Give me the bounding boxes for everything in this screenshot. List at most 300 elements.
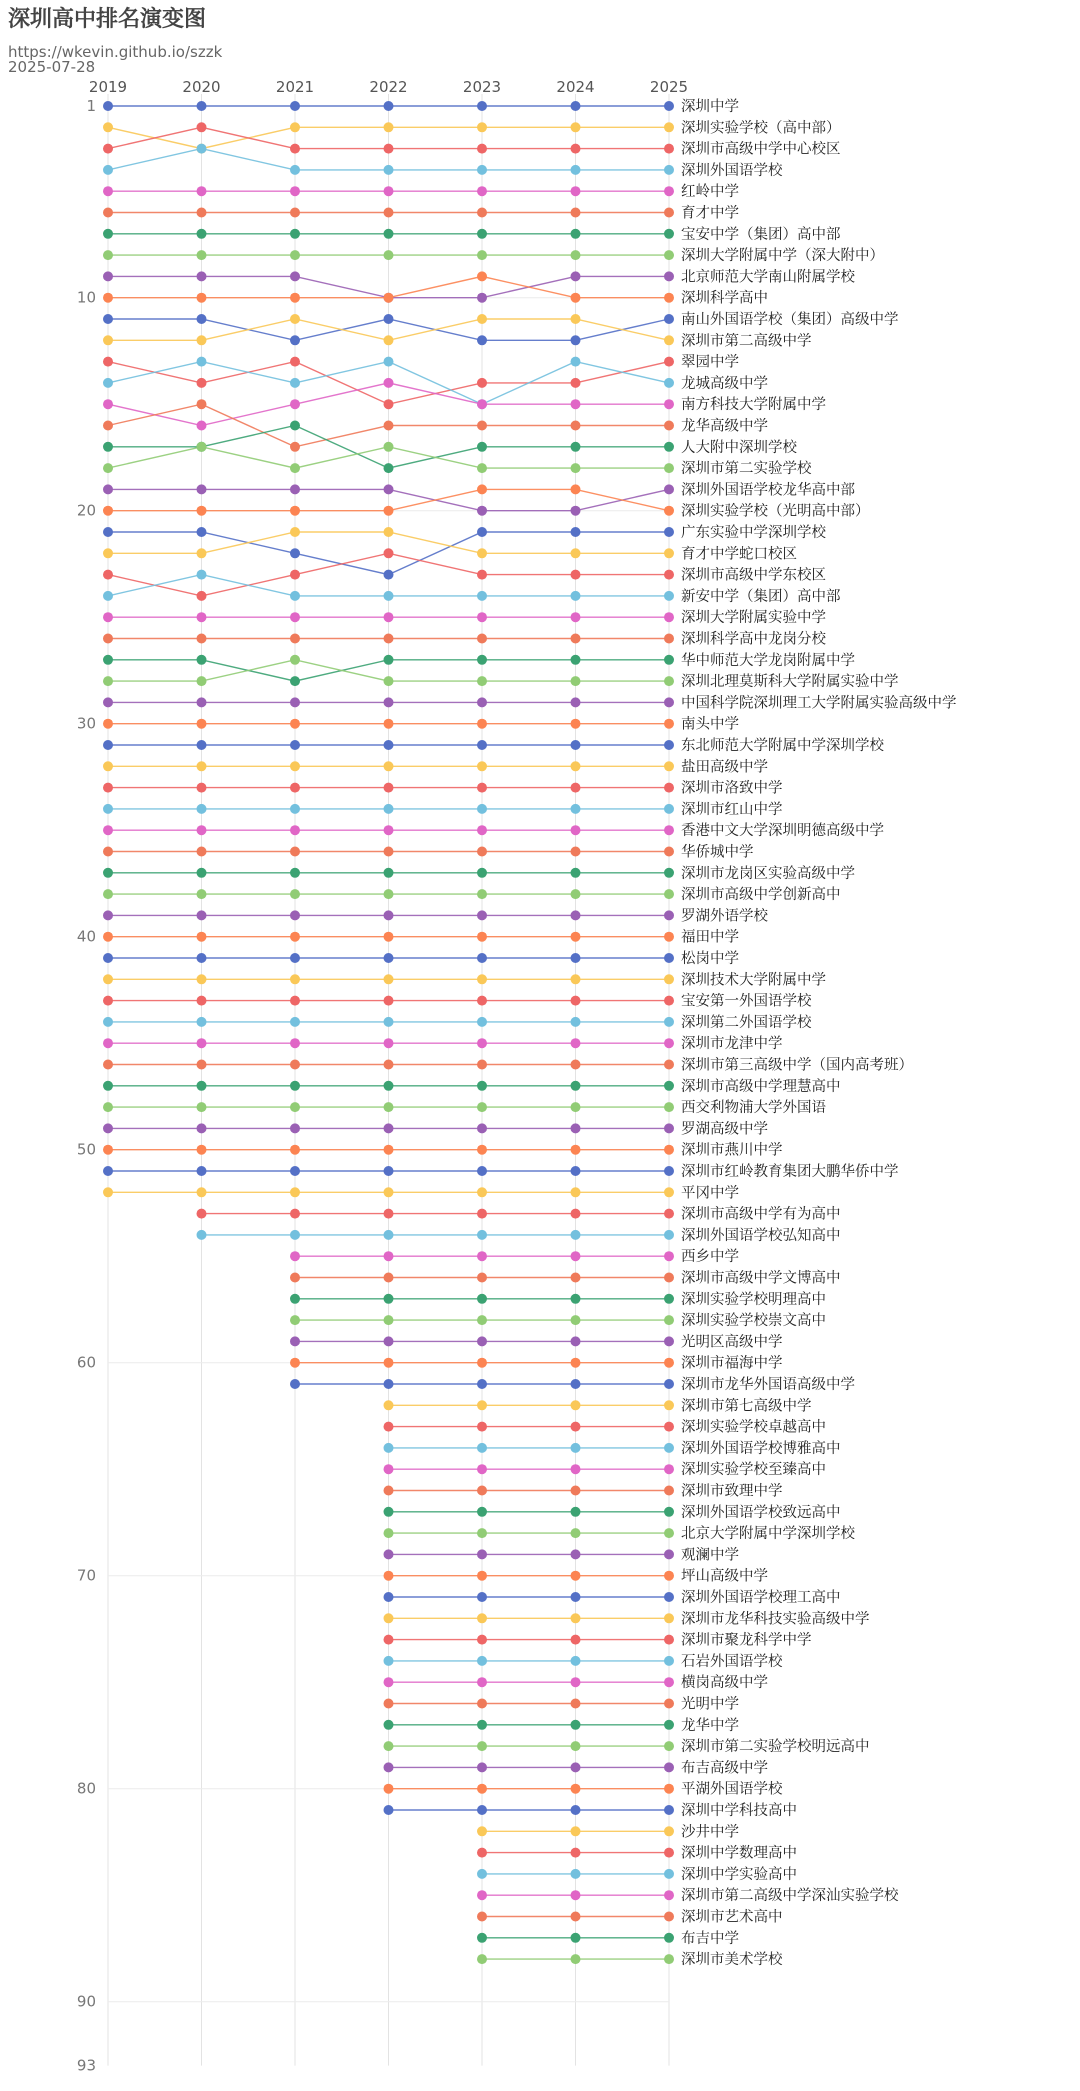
data-point[interactable] xyxy=(477,804,487,814)
data-point[interactable] xyxy=(477,1528,487,1538)
data-point[interactable] xyxy=(384,889,394,899)
data-point[interactable] xyxy=(384,1060,394,1070)
data-point[interactable] xyxy=(384,1166,394,1176)
data-point[interactable] xyxy=(290,1273,300,1283)
data-point[interactable] xyxy=(290,229,300,239)
data-point[interactable] xyxy=(571,1805,581,1815)
data-point[interactable] xyxy=(477,421,487,431)
data-point[interactable] xyxy=(384,634,394,644)
data-point[interactable] xyxy=(477,974,487,984)
data-point[interactable] xyxy=(103,250,113,260)
data-point[interactable] xyxy=(477,1720,487,1730)
data-point[interactable] xyxy=(290,570,300,580)
data-point[interactable] xyxy=(571,719,581,729)
data-point[interactable] xyxy=(477,847,487,857)
data-point[interactable] xyxy=(664,1060,674,1070)
data-point[interactable] xyxy=(290,442,300,452)
data-point[interactable] xyxy=(664,1486,674,1496)
data-point[interactable] xyxy=(103,655,113,665)
data-point[interactable] xyxy=(103,1187,113,1197)
data-point[interactable] xyxy=(103,591,113,601)
data-point[interactable] xyxy=(384,144,394,154)
data-point[interactable] xyxy=(384,1145,394,1155)
data-point[interactable] xyxy=(103,442,113,452)
data-point[interactable] xyxy=(571,932,581,942)
data-point[interactable] xyxy=(664,825,674,835)
data-point[interactable] xyxy=(571,293,581,303)
data-point[interactable] xyxy=(290,484,300,494)
data-point[interactable] xyxy=(571,697,581,707)
data-point[interactable] xyxy=(290,1358,300,1368)
data-point[interactable] xyxy=(384,740,394,750)
data-point[interactable] xyxy=(103,868,113,878)
data-point[interactable] xyxy=(477,1315,487,1325)
data-point[interactable] xyxy=(477,996,487,1006)
data-point[interactable] xyxy=(197,570,207,580)
data-point[interactable] xyxy=(290,804,300,814)
data-point[interactable] xyxy=(103,1060,113,1070)
data-point[interactable] xyxy=(103,335,113,345)
data-point[interactable] xyxy=(103,719,113,729)
data-point[interactable] xyxy=(103,697,113,707)
data-point[interactable] xyxy=(197,229,207,239)
data-point[interactable] xyxy=(197,1230,207,1240)
data-point[interactable] xyxy=(477,761,487,771)
data-point[interactable] xyxy=(664,612,674,622)
data-point[interactable] xyxy=(290,697,300,707)
data-point[interactable] xyxy=(571,910,581,920)
data-point[interactable] xyxy=(477,1784,487,1794)
data-point[interactable] xyxy=(384,1486,394,1496)
data-point[interactable] xyxy=(664,1592,674,1602)
data-point[interactable] xyxy=(103,186,113,196)
data-point[interactable] xyxy=(384,1358,394,1368)
data-point[interactable] xyxy=(571,1571,581,1581)
data-point[interactable] xyxy=(571,548,581,558)
data-point[interactable] xyxy=(664,399,674,409)
data-point[interactable] xyxy=(664,1890,674,1900)
data-point[interactable] xyxy=(103,1017,113,1027)
data-point[interactable] xyxy=(290,591,300,601)
data-point[interactable] xyxy=(290,1017,300,1027)
data-point[interactable] xyxy=(664,144,674,154)
data-point[interactable] xyxy=(384,1400,394,1410)
data-point[interactable] xyxy=(477,1954,487,1964)
data-point[interactable] xyxy=(571,1038,581,1048)
data-point[interactable] xyxy=(103,357,113,367)
data-point[interactable] xyxy=(477,1656,487,1666)
data-point[interactable] xyxy=(571,1720,581,1730)
data-point[interactable] xyxy=(571,996,581,1006)
data-point[interactable] xyxy=(384,1762,394,1772)
data-point[interactable] xyxy=(197,591,207,601)
data-point[interactable] xyxy=(384,676,394,686)
data-point[interactable] xyxy=(664,484,674,494)
data-point[interactable] xyxy=(290,974,300,984)
data-point[interactable] xyxy=(664,889,674,899)
data-point[interactable] xyxy=(290,612,300,622)
data-point[interactable] xyxy=(664,1784,674,1794)
data-point[interactable] xyxy=(197,932,207,942)
data-point[interactable] xyxy=(384,548,394,558)
data-point[interactable] xyxy=(197,676,207,686)
data-point[interactable] xyxy=(664,1826,674,1836)
data-point[interactable] xyxy=(664,591,674,601)
data-point[interactable] xyxy=(664,357,674,367)
data-point[interactable] xyxy=(664,1230,674,1240)
data-point[interactable] xyxy=(477,1379,487,1389)
data-point[interactable] xyxy=(477,271,487,281)
data-point[interactable] xyxy=(571,1592,581,1602)
data-point[interactable] xyxy=(290,1251,300,1261)
data-point[interactable] xyxy=(571,1123,581,1133)
data-point[interactable] xyxy=(664,1848,674,1858)
data-point[interactable] xyxy=(477,612,487,622)
data-point[interactable] xyxy=(571,1081,581,1091)
data-point[interactable] xyxy=(477,1869,487,1879)
data-point[interactable] xyxy=(477,122,487,132)
data-point[interactable] xyxy=(197,868,207,878)
data-point[interactable] xyxy=(384,655,394,665)
data-point[interactable] xyxy=(664,271,674,281)
data-point[interactable] xyxy=(664,335,674,345)
data-point[interactable] xyxy=(384,527,394,537)
data-point[interactable] xyxy=(664,719,674,729)
data-point[interactable] xyxy=(477,1400,487,1410)
data-point[interactable] xyxy=(290,1187,300,1197)
data-point[interactable] xyxy=(571,1273,581,1283)
data-point[interactable] xyxy=(571,1507,581,1517)
data-point[interactable] xyxy=(197,378,207,388)
data-point[interactable] xyxy=(384,506,394,516)
data-point[interactable] xyxy=(197,953,207,963)
data-point[interactable] xyxy=(664,570,674,580)
data-point[interactable] xyxy=(384,1741,394,1751)
data-point[interactable] xyxy=(384,1635,394,1645)
data-point[interactable] xyxy=(571,1869,581,1879)
data-point[interactable] xyxy=(571,634,581,644)
data-point[interactable] xyxy=(103,527,113,537)
data-point[interactable] xyxy=(571,208,581,218)
data-point[interactable] xyxy=(103,293,113,303)
source-url[interactable]: https://wkevin.github.io/szzk xyxy=(8,43,223,61)
data-point[interactable] xyxy=(477,463,487,473)
data-point[interactable] xyxy=(477,1699,487,1709)
data-point[interactable] xyxy=(664,527,674,537)
data-point[interactable] xyxy=(571,165,581,175)
data-point[interactable] xyxy=(290,910,300,920)
data-point[interactable] xyxy=(197,484,207,494)
data-point[interactable] xyxy=(477,229,487,239)
data-point[interactable] xyxy=(477,1102,487,1112)
data-point[interactable] xyxy=(384,1571,394,1581)
data-point[interactable] xyxy=(290,548,300,558)
data-point[interactable] xyxy=(571,868,581,878)
data-point[interactable] xyxy=(571,335,581,345)
data-point[interactable] xyxy=(197,1187,207,1197)
data-point[interactable] xyxy=(477,1486,487,1496)
data-point[interactable] xyxy=(384,1379,394,1389)
data-point[interactable] xyxy=(384,1720,394,1730)
data-point[interactable] xyxy=(290,847,300,857)
data-point[interactable] xyxy=(290,1336,300,1346)
data-point[interactable] xyxy=(384,293,394,303)
data-point[interactable] xyxy=(664,1571,674,1581)
data-point[interactable] xyxy=(197,1145,207,1155)
data-point[interactable] xyxy=(197,740,207,750)
data-point[interactable] xyxy=(571,1826,581,1836)
data-point[interactable] xyxy=(384,463,394,473)
data-point[interactable] xyxy=(290,250,300,260)
data-point[interactable] xyxy=(477,1038,487,1048)
data-point[interactable] xyxy=(664,1762,674,1772)
data-point[interactable] xyxy=(477,1230,487,1240)
data-point[interactable] xyxy=(477,1826,487,1836)
data-point[interactable] xyxy=(103,761,113,771)
data-point[interactable] xyxy=(664,186,674,196)
data-point[interactable] xyxy=(477,910,487,920)
data-point[interactable] xyxy=(477,1166,487,1176)
data-point[interactable] xyxy=(664,1507,674,1517)
data-point[interactable] xyxy=(664,1336,674,1346)
data-point[interactable] xyxy=(477,1507,487,1517)
data-point[interactable] xyxy=(477,570,487,580)
data-point[interactable] xyxy=(290,996,300,1006)
data-point[interactable] xyxy=(384,1805,394,1815)
data-point[interactable] xyxy=(664,1549,674,1559)
data-point[interactable] xyxy=(384,229,394,239)
data-point[interactable] xyxy=(290,868,300,878)
data-point[interactable] xyxy=(384,1336,394,1346)
data-point[interactable] xyxy=(664,1635,674,1645)
data-point[interactable] xyxy=(571,484,581,494)
data-point[interactable] xyxy=(571,1400,581,1410)
data-point[interactable] xyxy=(477,1060,487,1070)
data-point[interactable] xyxy=(103,1038,113,1048)
data-point[interactable] xyxy=(384,1187,394,1197)
data-point[interactable] xyxy=(197,527,207,537)
data-point[interactable] xyxy=(477,697,487,707)
data-point[interactable] xyxy=(290,271,300,281)
data-point[interactable] xyxy=(290,1060,300,1070)
data-point[interactable] xyxy=(571,314,581,324)
data-point[interactable] xyxy=(290,1230,300,1240)
data-point[interactable] xyxy=(384,484,394,494)
data-point[interactable] xyxy=(197,208,207,218)
data-point[interactable] xyxy=(384,1699,394,1709)
data-point[interactable] xyxy=(477,825,487,835)
data-point[interactable] xyxy=(384,591,394,601)
data-point[interactable] xyxy=(571,1443,581,1453)
data-point[interactable] xyxy=(477,1336,487,1346)
data-point[interactable] xyxy=(664,1379,674,1389)
data-point[interactable] xyxy=(664,953,674,963)
data-point[interactable] xyxy=(290,165,300,175)
data-point[interactable] xyxy=(384,974,394,984)
data-point[interactable] xyxy=(103,165,113,175)
data-point[interactable] xyxy=(571,612,581,622)
data-point[interactable] xyxy=(197,357,207,367)
data-point[interactable] xyxy=(571,250,581,260)
data-point[interactable] xyxy=(290,676,300,686)
data-point[interactable] xyxy=(197,1166,207,1176)
data-point[interactable] xyxy=(477,655,487,665)
data-point[interactable] xyxy=(664,1145,674,1155)
data-point[interactable] xyxy=(197,1038,207,1048)
data-point[interactable] xyxy=(103,804,113,814)
data-point[interactable] xyxy=(477,1464,487,1474)
data-point[interactable] xyxy=(290,1315,300,1325)
data-point[interactable] xyxy=(197,335,207,345)
data-point[interactable] xyxy=(290,1145,300,1155)
data-point[interactable] xyxy=(103,484,113,494)
data-point[interactable] xyxy=(664,442,674,452)
data-point[interactable] xyxy=(664,1273,674,1283)
data-point[interactable] xyxy=(384,1251,394,1261)
data-point[interactable] xyxy=(571,1017,581,1027)
data-point[interactable] xyxy=(477,591,487,601)
data-point[interactable] xyxy=(571,122,581,132)
data-point[interactable] xyxy=(571,847,581,857)
data-point[interactable] xyxy=(290,506,300,516)
data-point[interactable] xyxy=(103,208,113,218)
data-point[interactable] xyxy=(384,719,394,729)
data-point[interactable] xyxy=(384,1315,394,1325)
data-point[interactable] xyxy=(103,122,113,132)
data-point[interactable] xyxy=(477,250,487,260)
data-point[interactable] xyxy=(571,378,581,388)
data-point[interactable] xyxy=(477,506,487,516)
data-point[interactable] xyxy=(664,1443,674,1453)
data-point[interactable] xyxy=(477,442,487,452)
data-point[interactable] xyxy=(290,719,300,729)
data-point[interactable] xyxy=(664,506,674,516)
data-point[interactable] xyxy=(477,1123,487,1133)
data-point[interactable] xyxy=(290,783,300,793)
data-point[interactable] xyxy=(384,122,394,132)
data-point[interactable] xyxy=(197,144,207,154)
data-point[interactable] xyxy=(103,1102,113,1112)
data-point[interactable] xyxy=(477,293,487,303)
data-point[interactable] xyxy=(197,655,207,665)
data-point[interactable] xyxy=(290,1102,300,1112)
data-point[interactable] xyxy=(664,1400,674,1410)
data-point[interactable] xyxy=(477,783,487,793)
data-point[interactable] xyxy=(103,634,113,644)
data-point[interactable] xyxy=(477,889,487,899)
data-point[interactable] xyxy=(477,1762,487,1772)
data-point[interactable] xyxy=(571,144,581,154)
data-point[interactable] xyxy=(571,506,581,516)
data-point[interactable] xyxy=(571,1294,581,1304)
data-point[interactable] xyxy=(571,463,581,473)
data-point[interactable] xyxy=(571,783,581,793)
data-point[interactable] xyxy=(477,399,487,409)
data-point[interactable] xyxy=(664,463,674,473)
data-point[interactable] xyxy=(477,719,487,729)
data-point[interactable] xyxy=(290,1166,300,1176)
data-point[interactable] xyxy=(571,1762,581,1772)
data-point[interactable] xyxy=(571,676,581,686)
data-point[interactable] xyxy=(103,548,113,558)
data-point[interactable] xyxy=(197,101,207,111)
data-point[interactable] xyxy=(384,378,394,388)
data-point[interactable] xyxy=(384,1528,394,1538)
data-point[interactable] xyxy=(477,548,487,558)
data-point[interactable] xyxy=(290,208,300,218)
data-point[interactable] xyxy=(290,1038,300,1048)
data-point[interactable] xyxy=(384,1230,394,1240)
data-point[interactable] xyxy=(571,1315,581,1325)
data-point[interactable] xyxy=(571,1699,581,1709)
data-point[interactable] xyxy=(664,1464,674,1474)
data-point[interactable] xyxy=(571,1209,581,1219)
data-point[interactable] xyxy=(664,804,674,814)
data-point[interactable] xyxy=(664,655,674,665)
data-point[interactable] xyxy=(290,399,300,409)
data-point[interactable] xyxy=(103,399,113,409)
data-point[interactable] xyxy=(664,974,674,984)
data-point[interactable] xyxy=(477,1912,487,1922)
data-point[interactable] xyxy=(290,122,300,132)
data-point[interactable] xyxy=(384,186,394,196)
data-point[interactable] xyxy=(477,634,487,644)
data-point[interactable] xyxy=(664,910,674,920)
data-point[interactable] xyxy=(197,548,207,558)
data-point[interactable] xyxy=(664,932,674,942)
data-point[interactable] xyxy=(290,740,300,750)
data-point[interactable] xyxy=(103,740,113,750)
data-point[interactable] xyxy=(290,655,300,665)
data-point[interactable] xyxy=(477,1017,487,1027)
data-point[interactable] xyxy=(571,1656,581,1666)
data-point[interactable] xyxy=(664,996,674,1006)
data-point[interactable] xyxy=(571,229,581,239)
data-point[interactable] xyxy=(384,1784,394,1794)
data-point[interactable] xyxy=(664,1741,674,1751)
data-point[interactable] xyxy=(664,208,674,218)
data-point[interactable] xyxy=(103,910,113,920)
data-point[interactable] xyxy=(290,825,300,835)
data-point[interactable] xyxy=(290,761,300,771)
data-point[interactable] xyxy=(197,889,207,899)
data-point[interactable] xyxy=(384,761,394,771)
data-point[interactable] xyxy=(477,932,487,942)
data-point[interactable] xyxy=(197,1081,207,1091)
data-point[interactable] xyxy=(384,1273,394,1283)
data-point[interactable] xyxy=(664,1869,674,1879)
data-point[interactable] xyxy=(477,1933,487,1943)
data-point[interactable] xyxy=(290,932,300,942)
data-point[interactable] xyxy=(477,1592,487,1602)
data-point[interactable] xyxy=(384,1549,394,1559)
data-point[interactable] xyxy=(103,974,113,984)
data-point[interactable] xyxy=(664,1656,674,1666)
data-point[interactable] xyxy=(197,1123,207,1133)
data-point[interactable] xyxy=(290,101,300,111)
data-point[interactable] xyxy=(571,1379,581,1389)
data-point[interactable] xyxy=(384,1677,394,1687)
data-point[interactable] xyxy=(197,421,207,431)
data-point[interactable] xyxy=(664,1209,674,1219)
data-point[interactable] xyxy=(571,1145,581,1155)
data-point[interactable] xyxy=(290,953,300,963)
data-point[interactable] xyxy=(103,378,113,388)
data-point[interactable] xyxy=(384,783,394,793)
data-point[interactable] xyxy=(384,101,394,111)
data-point[interactable] xyxy=(571,1677,581,1687)
data-point[interactable] xyxy=(103,314,113,324)
